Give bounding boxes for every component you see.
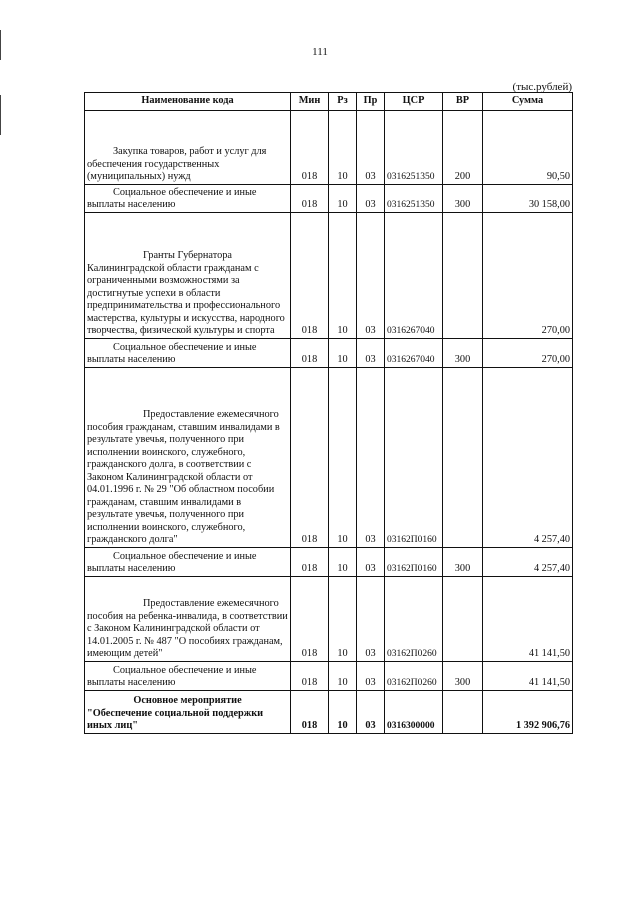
row-csr: 0316251350 (385, 185, 443, 213)
row-rz: 10 (329, 577, 357, 662)
row-pr: 03 (357, 548, 385, 577)
row-name: Социальное обеспечение и иные выплаты населению (85, 339, 291, 368)
row-sum: 270,00 (483, 339, 573, 368)
table-row (85, 662, 573, 691)
units-label: (тыс.рублей) (512, 81, 572, 93)
row-pr: 03 (357, 368, 385, 548)
table-header-row (85, 93, 573, 111)
row-min: 018 (291, 577, 329, 662)
row-rz: 10 (329, 662, 357, 691)
row-vr (443, 368, 483, 548)
scan-edge-mark (0, 95, 1, 135)
table-row (85, 577, 573, 662)
page-number: 111 (312, 46, 328, 58)
row-min: 018 (291, 691, 329, 734)
header-pr: Пр (357, 93, 385, 111)
row-rz: 10 (329, 111, 357, 185)
row-vr: 300 (443, 185, 483, 213)
row-pr: 03 (357, 691, 385, 734)
table-row (85, 691, 573, 734)
row-sum: 41 141,50 (483, 577, 573, 662)
header-name: Наименование кода (85, 93, 291, 111)
row-sum: 4 257,40 (483, 548, 573, 577)
header-sum: Сумма (483, 93, 573, 111)
row-vr (443, 577, 483, 662)
row-min: 018 (291, 548, 329, 577)
row-min: 018 (291, 662, 329, 691)
row-min: 018 (291, 368, 329, 548)
row-min: 018 (291, 213, 329, 339)
row-name: Основное мероприятие "Обеспечение социальной поддержки иных лиц" (85, 691, 291, 734)
budget-table (84, 92, 573, 734)
row-csr: 03162П0260 (385, 662, 443, 691)
table-row (85, 185, 573, 213)
row-vr: 300 (443, 339, 483, 368)
row-rz: 10 (329, 213, 357, 339)
row-pr: 03 (357, 213, 385, 339)
row-vr: 200 (443, 111, 483, 185)
row-name: Предоставление ежемесячного пособия гражданам, ставшим инвалидами в результате увечья, полученного при исполнении воинского, служебного, гражданского долга, в соответствии с Законом Калининградской области от 04.01.1996 г. № 29 "Об областном пособии гражданам, ставшим инвалидами в результате увечья, полученного при исполнении воинского, служебного, гражданского долга" (85, 368, 291, 548)
row-name: Социальное обеспечение и иные выплаты населению (85, 185, 291, 213)
row-pr: 03 (357, 339, 385, 368)
row-rz: 10 (329, 185, 357, 213)
row-csr: 03162П0260 (385, 577, 443, 662)
row-min: 018 (291, 339, 329, 368)
row-min: 018 (291, 185, 329, 213)
row-csr: 03162П0160 (385, 548, 443, 577)
row-sum: 1 392 906,76 (483, 691, 573, 734)
row-rz: 10 (329, 548, 357, 577)
row-csr: 0316251350 (385, 111, 443, 185)
table-row (85, 111, 573, 185)
row-sum: 30 158,00 (483, 185, 573, 213)
row-rz: 10 (329, 368, 357, 548)
row-name: Социальное обеспечение и иные выплаты населению (85, 548, 291, 577)
row-name: Закупка товаров, работ и услуг для обеспечения государственных (муниципальных) нужд (85, 111, 291, 185)
table-row (85, 368, 573, 548)
row-pr: 03 (357, 111, 385, 185)
row-csr: 0316300000 (385, 691, 443, 734)
row-sum: 270,00 (483, 213, 573, 339)
row-pr: 03 (357, 185, 385, 213)
table-row (85, 213, 573, 339)
row-vr: 300 (443, 662, 483, 691)
row-vr: 300 (443, 548, 483, 577)
header-min: Мин (291, 93, 329, 111)
row-name: Социальное обеспечение и иные выплаты населению (85, 662, 291, 691)
row-csr: 0316267040 (385, 339, 443, 368)
row-pr: 03 (357, 577, 385, 662)
header-vr: ВР (443, 93, 483, 111)
row-csr: 03162П0160 (385, 368, 443, 548)
row-rz: 10 (329, 691, 357, 734)
header-csr: ЦСР (385, 93, 443, 111)
row-pr: 03 (357, 662, 385, 691)
row-csr: 0316267040 (385, 213, 443, 339)
row-min: 018 (291, 111, 329, 185)
header-rz: Рз (329, 93, 357, 111)
table-row (85, 548, 573, 577)
row-rz: 10 (329, 339, 357, 368)
row-sum: 4 257,40 (483, 368, 573, 548)
row-sum: 90,50 (483, 111, 573, 185)
row-vr (443, 213, 483, 339)
row-vr (443, 691, 483, 734)
table-row (85, 339, 573, 368)
row-name: Гранты Губернатора Калининградской области гражданам с ограниченными возможностями за достигнутые успехи в области предпринимательства и профессионального мастерства, культуры и искусства, народного творчества, физической культуры и спорта (85, 213, 291, 339)
row-name: Предоставление ежемесячного пособия на ребенка-инвалида, в соответствии с Законом Калининградской области от 14.01.2005 г. № 487 "О пособиях гражданам, имеющим детей" (85, 577, 291, 662)
row-sum: 41 141,50 (483, 662, 573, 691)
